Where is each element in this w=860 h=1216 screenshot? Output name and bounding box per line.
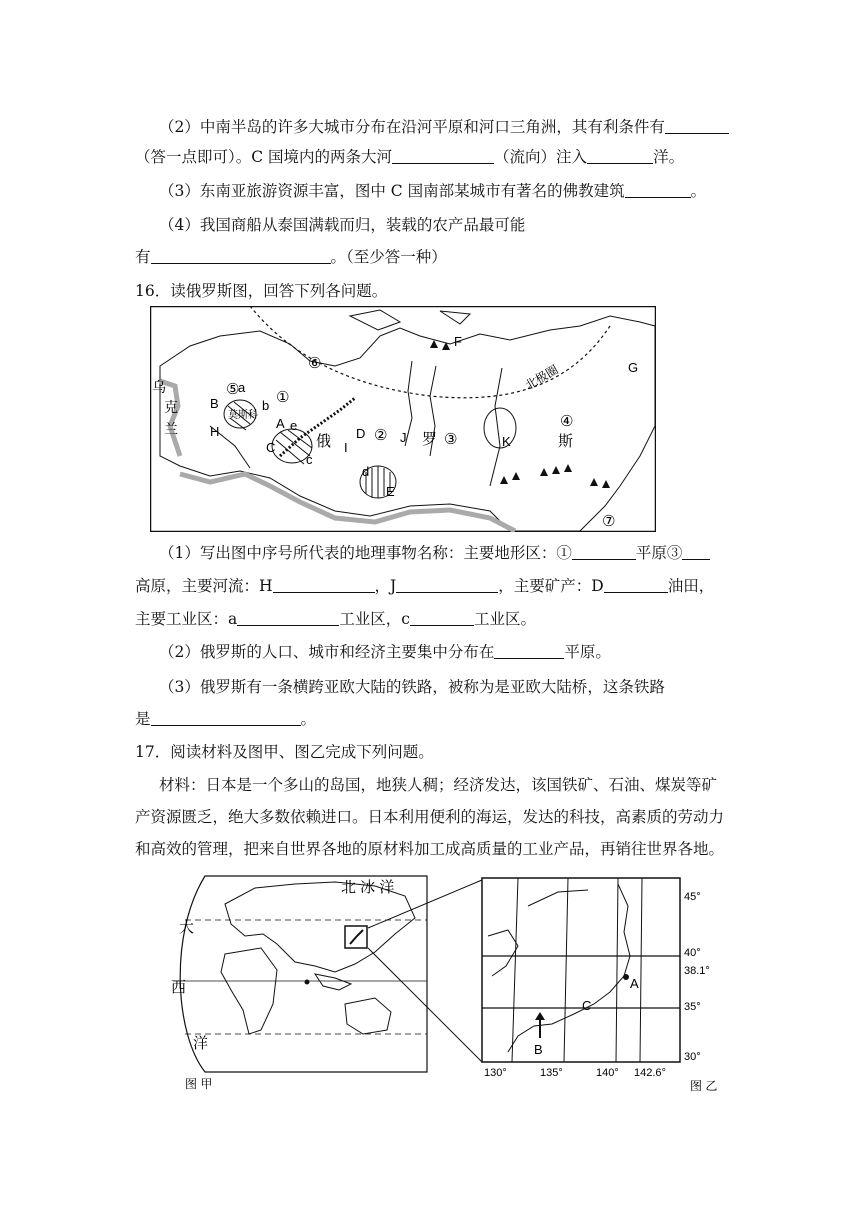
russia-map: [150, 306, 656, 532]
map-label-c: c: [306, 452, 313, 467]
answer-blank[interactable]: [494, 642, 564, 659]
map-label-ukraine: 乌: [152, 379, 166, 395]
map-label-B: B: [210, 396, 219, 411]
map-label-G: G: [628, 360, 639, 375]
lat-label: 35°: [684, 1001, 701, 1013]
map-number-6: ⑥: [308, 355, 322, 372]
figure-b-caption: 图 乙: [690, 1079, 718, 1093]
map-number-5: ⑤: [226, 381, 240, 398]
lat-label: 45°: [684, 891, 701, 903]
lat-label: 30°: [684, 1051, 701, 1063]
q17-material-line3: 和高效的管理，把来自世界各地的原材料加工成高质量的工业产品，再销往世界各地。: [135, 840, 725, 858]
label-atlantic: 大: [179, 919, 195, 936]
map-label-ukraine: 兰: [164, 421, 178, 437]
q16-part2: （2）俄罗斯的人口、城市和经济主要集中分布在 平原。: [159, 643, 611, 661]
answer-blank[interactable]: [665, 117, 729, 134]
map-label-russia: 罗: [422, 431, 438, 448]
answer-blank[interactable]: [237, 609, 339, 626]
map-number-7: ⑦: [602, 513, 616, 530]
map-label-a: a: [238, 380, 246, 395]
map-label-b: b: [262, 398, 270, 413]
map-label-H: H: [210, 424, 220, 439]
map-label-e: e: [290, 418, 298, 433]
lat-label: 40°: [684, 947, 701, 959]
answer-blank[interactable]: [151, 247, 331, 264]
q15-part4-line1: （4）我国商船从泰国满载而归，装载的农产品最可能: [159, 216, 526, 234]
q16-part3-line2: 是 。: [135, 710, 317, 728]
answer-blank[interactable]: [396, 576, 498, 593]
map-label-K: K: [502, 434, 511, 449]
map-frame: [151, 307, 656, 532]
answer-blank[interactable]: [604, 576, 668, 593]
answer-blank[interactable]: [625, 181, 691, 198]
q17-material-line1: 材料：日本是一个多山的岛国，地狭人稠；经济发达，该国铁矿、石油、煤炭等矿: [159, 776, 718, 794]
map-label-D: D: [356, 426, 366, 441]
q16-part1-line3: 主要工业区：a 工业区，c 工业区。: [135, 610, 536, 628]
q16-part1-line2: 高原，主要河流：H ，J ，主要矿产：D 油田，: [135, 577, 715, 595]
q15-part3: （3）东南亚旅游资源丰富，图中 C 国南部某城市有著名的佛教建筑 。: [159, 182, 707, 200]
q17-title: 17．阅读材料及图甲、图乙完成下列问题。: [135, 743, 434, 761]
q15-part4-line2: 有 。（至少答一种）: [135, 248, 447, 266]
map-number-2: ②: [374, 427, 388, 444]
map-label-ukraine: 克: [164, 399, 178, 415]
lat-label: 38.1°: [684, 965, 710, 977]
map-number-3: ③: [444, 431, 458, 448]
answer-blank[interactable]: [392, 147, 494, 164]
q15-part2-line2: （答一点即可）。C 国境内的两条大河 （流向）注入 洋。: [135, 148, 685, 166]
lon-label: 135°: [540, 1067, 563, 1079]
answer-blank[interactable]: [273, 576, 375, 593]
answer-blank[interactable]: [410, 609, 474, 626]
inset-connector: [360, 878, 484, 1068]
figure-a-caption: 图 甲: [185, 1077, 213, 1091]
q16-part3-line1: （3）俄罗斯有一条横跨亚欧大陆的铁路，被称为是亚欧大陆桥，这条铁路: [159, 678, 665, 696]
q15-part2-line1: （2）中南半岛的许多大城市分布在沿河平原和河口三角洲，其有利条件有: [0, 116, 860, 138]
q16-part1-line1: （1）写出图中序号所代表的地理事物名称：主要地形区：① 平原③: [0, 542, 860, 564]
map-label-russia: 俄: [316, 433, 332, 450]
map-frame: [482, 878, 680, 1062]
map-label-A: A: [276, 416, 285, 431]
map-label-moscow: 莫斯科: [228, 410, 258, 421]
q16-title: 16．读俄罗斯图，回答下列各问题。: [135, 282, 388, 300]
map-number-1: ①: [276, 389, 290, 406]
answer-blank[interactable]: [682, 543, 710, 560]
label-atlantic: 西: [171, 979, 187, 996]
q17-material-line2: 产资源匮乏，绝大多数依赖进口。日本利用便利的海运，发达的科技，高素质的劳动力: [135, 808, 725, 826]
map-label-arctic-circle: 北极圈: [522, 362, 561, 393]
answer-blank[interactable]: [151, 709, 301, 726]
map-label-C: C: [266, 440, 276, 455]
point-marker: [305, 980, 310, 985]
point-B-label: B: [534, 1042, 543, 1057]
map-label-d: d: [362, 464, 370, 479]
figure-b-japan-map: [478, 876, 728, 1096]
answer-blank[interactable]: [587, 147, 653, 164]
map-label-I: I: [344, 440, 348, 455]
map-label-E: E: [386, 484, 395, 499]
map-label-F: F: [454, 334, 462, 349]
point-A-label: A: [630, 976, 639, 991]
point-C-label: C: [582, 998, 592, 1013]
map-number-4: ④: [560, 413, 574, 430]
map-label-russia: 斯: [558, 433, 574, 450]
label-atlantic: 洋: [193, 1035, 209, 1052]
lon-label: 142.6°: [634, 1067, 666, 1079]
lon-label: 140°: [596, 1067, 619, 1079]
lon-label: 130°: [484, 1067, 507, 1079]
map-label-J: J: [400, 430, 407, 445]
label-arctic-ocean: 北 冰 洋: [341, 879, 395, 896]
point-A-marker: [623, 974, 629, 980]
answer-blank[interactable]: [572, 543, 636, 560]
